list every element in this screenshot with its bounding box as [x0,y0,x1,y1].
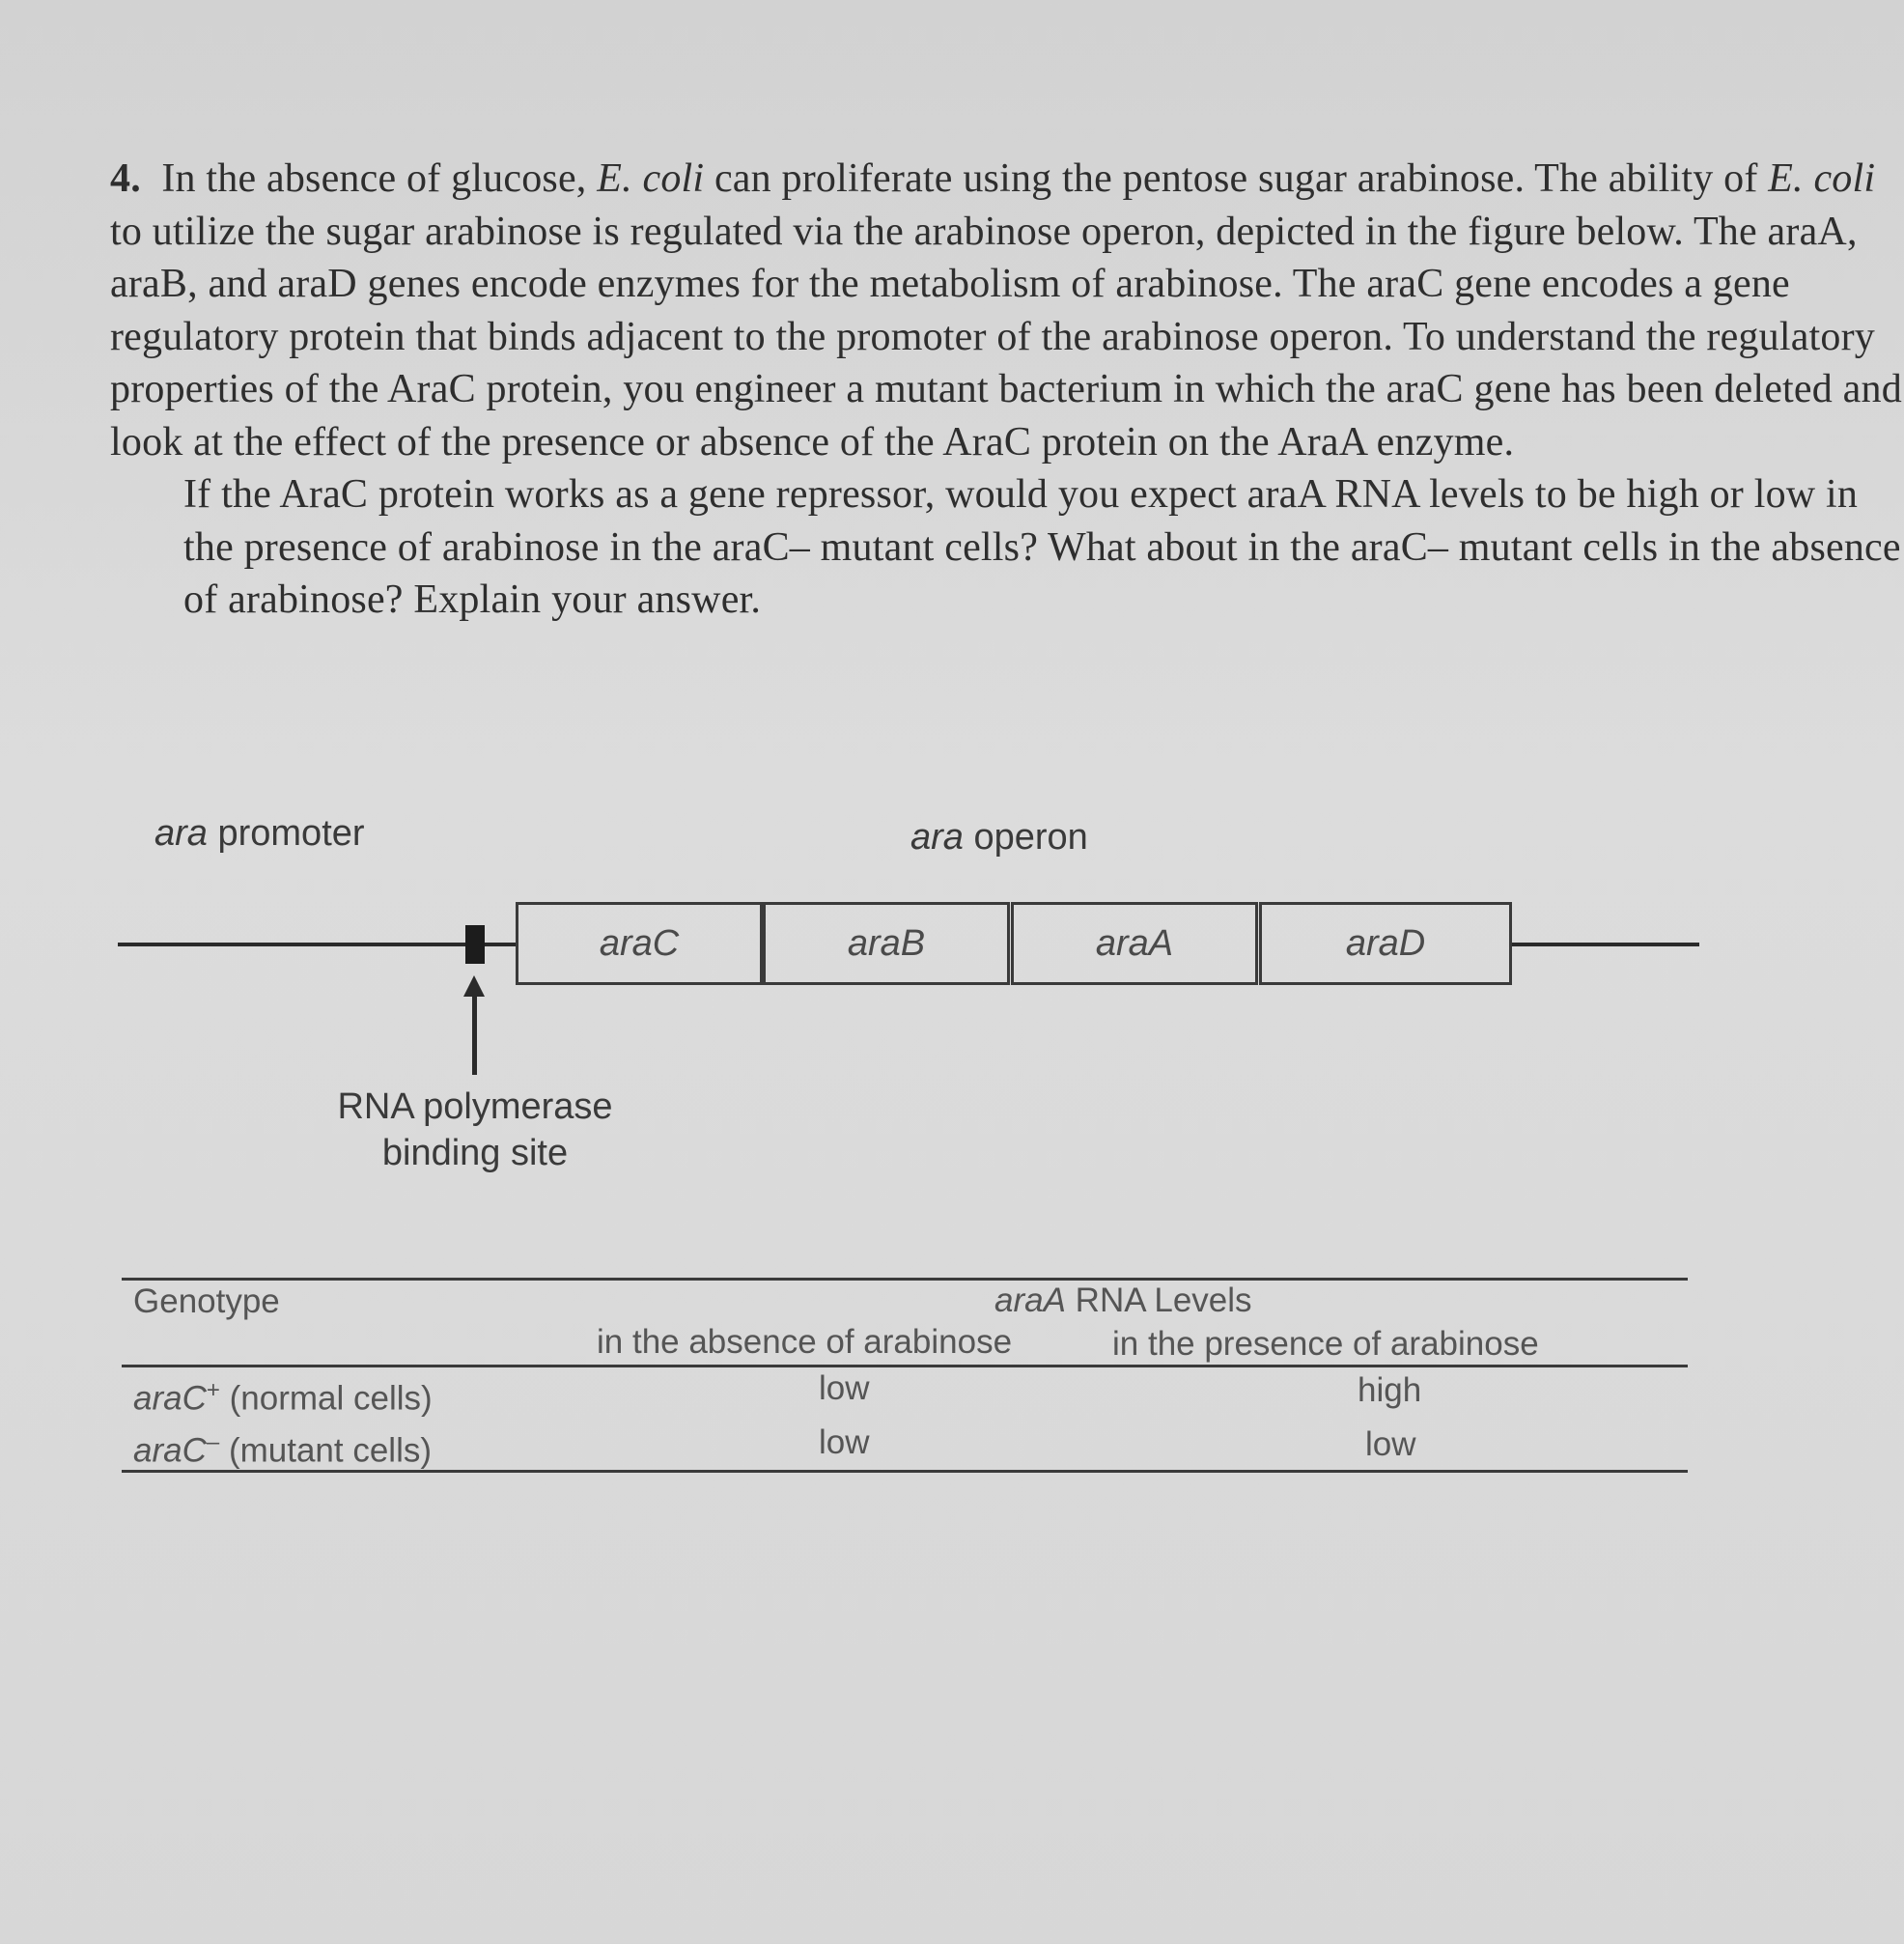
col-presence-header: in the presence of arabinose [1112,1325,1539,1363]
row-mutant-presence: low [1365,1425,1416,1463]
organism-name-2: E. coli [1768,156,1876,201]
gene-box-arac: araC [516,902,763,985]
arrow-shaft [472,995,477,1075]
organism-name: E. coli [597,156,705,201]
gene-box-arad: araD [1259,902,1512,985]
question-paragraph [110,153,1904,468]
promoter-label: ara promoter [154,813,365,854]
gene-box-araa: araA [1011,902,1258,985]
col-absence-header: in the absence of arabinose [597,1323,1013,1361]
row-genotype-normal: araC+ (normal cells) [133,1377,433,1418]
row-genotype-mutant: araC– (mutant cells) [133,1429,433,1470]
sub-question: If the AraC protein works as a gene repressor, would you expect araA RNA levels to be high or low in the presence of arabinose in the araC– mutant cells? What about in the araC– mutant cells in the absence of arabinose? Explain your answer. [183,472,1901,622]
table-header-rule [122,1365,1688,1367]
gene-box-arab: araB [763,902,1010,985]
row-normal-absence: low [819,1369,870,1407]
question-intro-2: can proliferate using the pentose sugar arabinose. The ability of [704,156,1769,201]
row-mutant-absence: low [819,1423,870,1461]
table-top-rule [122,1278,1688,1281]
up-arrow-icon [463,975,485,997]
col-genotype-header: Genotype [133,1282,280,1320]
question-text [110,153,1904,627]
table-bottom-rule [122,1470,1688,1473]
polymerase-label: RNA polymerase binding site [337,1086,613,1173]
promoter-block [465,925,485,964]
question-intro-1: In the absence of glucose, [161,156,598,201]
dna-line-left [118,943,517,946]
row-normal-presence: high [1358,1371,1422,1409]
question-intro-3: to utilize the sugar arabinose is regulated via the arabinose operon, depicted in the figure below. The araA, araB, and araD genes encode enzymes for the metabolism of arabinose. The araC gene encodes a gene regulatory protein that binds adjacent to the promoter of the arabinose operon. To understand the regulatory properties of the AraC protein, you engineer a mutant bacterium in which the araC gene has been deleted and look at the effect of the presence or absence of the AraC protein on the AraA enzyme. [110,209,1902,465]
dna-line-right [1512,943,1699,946]
col-levels-header: araA RNA Levels [994,1282,1252,1319]
operon-label: ara operon [910,817,1088,858]
question-number: 4. [110,156,141,201]
